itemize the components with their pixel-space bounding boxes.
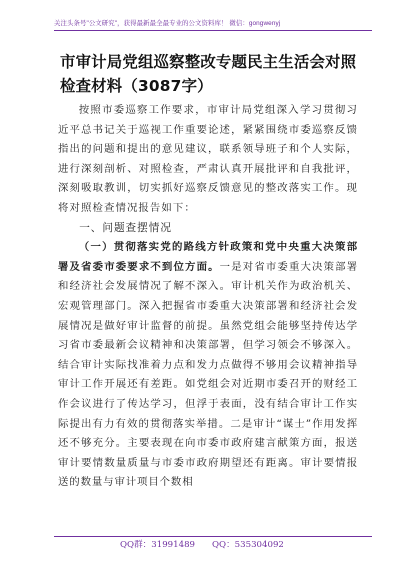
page-header	[0, 0, 408, 44]
page-footer	[0, 538, 408, 558]
footer-divider	[54, 536, 372, 537]
subsection-title: （一）贯彻落实党的路线方针政策和党中央重大决策部署及省委市委要求不到位方面。	[58, 241, 358, 273]
section-heading: 一、问题查摆情况	[79, 221, 172, 234]
intro-paragraph: 按照市委巡察工作要求，市审计局党组深入学习贯彻习近平总书记关于巡视工作重要论述，紧紧围绕市委巡察反馈指出的问题和提出的意见建议，联系领导班子和个人实际，进行深刻剖析、对照检查，严肃认真开展批评和自我批评，深刻吸取教训，切实抓好巡察反馈意见的整改落实工作。现将对照检查情况报告如下：	[58, 104, 358, 214]
header-divider	[54, 30, 372, 31]
document-title: 市审计局党组巡察整改专题民主生活会对照检查材料（3087字）	[60, 53, 357, 95]
qq-number: QQ：535304092	[212, 540, 284, 550]
header-banner: 关注头条号"公文研究"，获得最新最全最专业的公文资料库！ 微信：gongwenyj	[54, 20, 281, 27]
document-body	[58, 101, 358, 493]
subsection-text: 一是对省市委重大决策部署和经济社会发展情况了解不深入。审计机关作为政治机关、宏观管理部门。深入把握省市委重大决策部署和经济社会发展情况是做好审计监督的前提。虽然党组会能够坚持传达学习省市委最新会议精神和决策部署，但学习领会不够深入。结合审计实际找准着力点和发力点做得不够用会议精神指导审计工作开展还有差距。如党组会对近期市委召开的财经工作会议进行了传达学习，但浮于表面，没有结合审计工作实际提出有力有效的贯彻落实举措。二是审计“谋士”作用发挥还不够充分。主要表现在向市委市政府建言献策方面，报送审计要情数量质量与市委市政府期望还有距离。审计要情报送的数量与审计项目个数相	[58, 260, 358, 489]
subsection-paragraph	[58, 238, 358, 493]
qq-group-number: QQ群：31991489	[120, 540, 196, 550]
